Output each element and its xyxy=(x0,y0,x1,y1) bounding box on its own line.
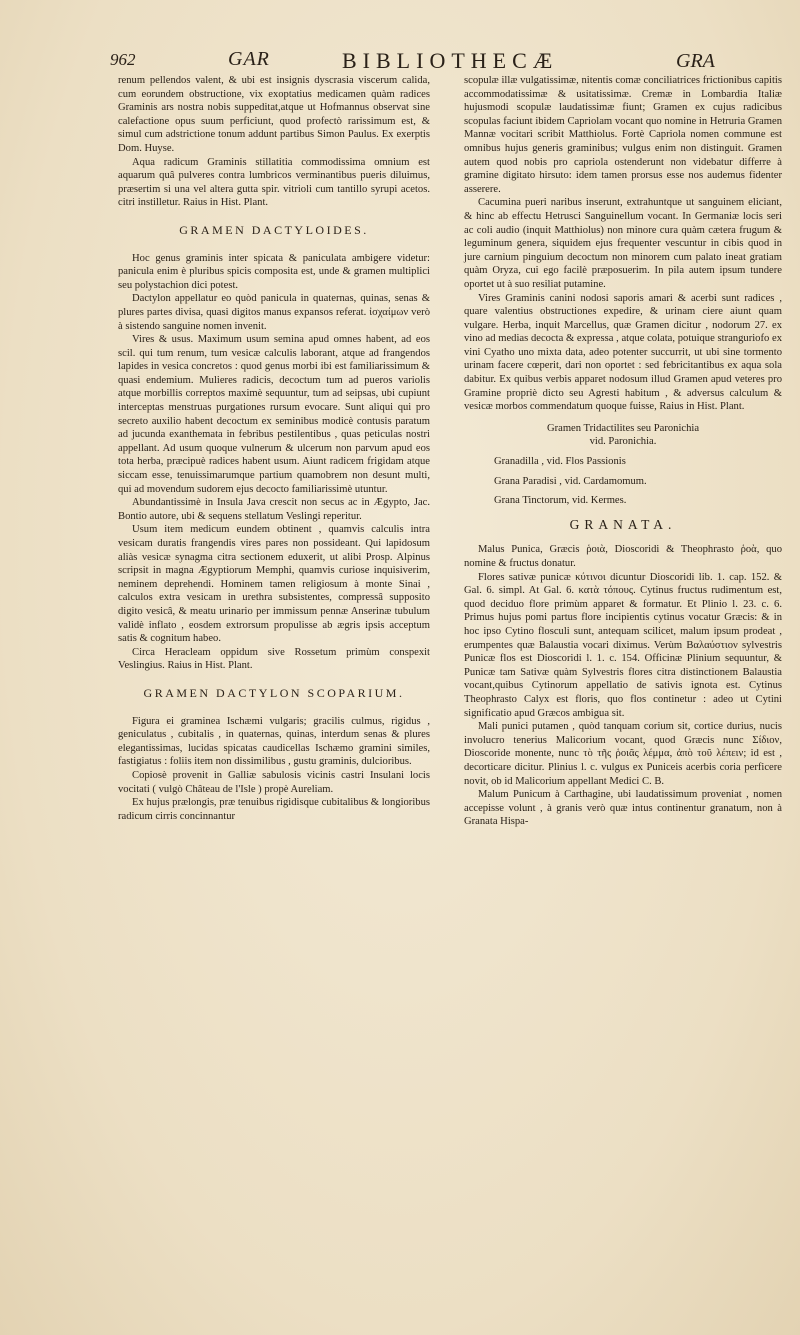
running-title: BIBLIOTHECÆ xyxy=(342,48,559,73)
section-heading: GRAMEN DACTYLOIDES. xyxy=(179,222,369,237)
paragraph: scopulæ illæ vulgatissimæ, nitentis comæ conciliatrices frictionibus capitis accommodatissimæ & usitatissimæ. Cremæ in Lombardia Italiæ hujusmodi scopulæ laudatissimæ fiunt; Gramen ex cujus radicibus scopulas faciunt ibidem Capriolam vocant quo nomine in Hetruria Gramen Mannæ vocitari scribit Matthiolus. Fortè Capriola nomen commune est omnibus hujus generis graminibus; vulgus enim non distinguit. Gramen autem quod nobis pro capriola ostenderunt non videbatur differre à gramine digitato hirsuto: idem tamen prorsus esse nos audemus fidenter asserere. xyxy=(464,75,782,195)
paragraph: Vires & usus. Maximum usum semina apud omnes habent, ad eos scil. qui tum renum, tum vesicæ calculis laborant, atque ad frangendos lapides in vesica concretos : quod genus morbi ibi est familiarissimum & quasi endemium. Mulieres radicis, decoctum tum ad pueros variolis atque morbillis correptos maximè sequuntur, tum ad seipsas, ubi cupiunt interceptas menstruas purgationes rursum evocare. Sunt aliqui qui pro secreto auxilio habent decoctum ex seminibus modicè contusis paratum ad jucunda exanthemata in febribus pestilentibus , quas peticulas nostri appellant. Ad usum quoque vulnerum & ulcerum non parvum apud eos tota herba, præcipuè radices habent usum. Aiunt radicem frigidam atque siccam esse, tenuissimarumque partium quamobrem non desunt multi, qui ad movendum sudorem ejus decocto familiarissimè utuntur. xyxy=(118,334,430,495)
paragraph: Mali punici putamen , quòd tanquam corium sit, cortice durius, nucis involucro tenerius Malicorium vocant, quod Græcis nunc Σίδιον, Dioscoride monente, nunc τὸ τῆς ῥοιᾶς λέμμα, ἀπὸ τοῦ λέπειν; id est , decorticare dicitur. Plinius l. c. vulgus ex Puniceis acerbis coria perficere novit, ob id Malicorium appellant Medici C. B. xyxy=(464,721,782,787)
paragraph: Figura ei graminea Ischæmi vulgaris; gracilis culmus, rigidus , geniculatus , cubitalis , in quaternas, quinas, interdum senas & plures elegantissimas, lucidas spicatas caudicellas Ischæmo gramini similes, fastigiatus : foliis item non dissimilibus , gustu graminis, dulcioribus. xyxy=(118,715,430,768)
right-catchword: GRA xyxy=(676,50,715,72)
left-column xyxy=(118,74,430,823)
cross-reference-entry: Gramen Tridactilites seu Paronichia xyxy=(546,422,700,434)
section-heading: GRANATA. xyxy=(569,516,677,532)
section-heading: GRAMEN DACTYLON SCOPARIUM. xyxy=(143,685,405,700)
paragraph: Ex hujus prælongis, præ tenuibus rigidisque cubitalibus & longioribus radicum cirris concinnantur xyxy=(118,797,430,822)
cross-reference-entry: Granadilla , vid. Flos Passionis xyxy=(494,456,626,468)
paragraph: Circa Heracleam oppidum sive Rossetum primùm conspexit Veslingius. Raius in Hist. Plant. xyxy=(118,646,430,672)
paragraph: Hoc genus graminis inter spicata & paniculata ambigere videtur: panicula enim è pluribus spicis composita est, unde & gramen multiplici seu polystachion dici potest. xyxy=(118,252,430,291)
paragraph: Flores sativæ punicæ κύτινοι dicuntur Dioscoridi lib. 1. cap. 152. & Gal. 6. simpl. At Gal. 6. κατὰ τόπους. Cytinus fructus rudimentum est, quod deciduo flore primùm apparet & formatur. Et Plinio l. 23. c. 6. Primus hujus pomi partus flore incipientis cytinus vocatur Græcis: & in hoc ipso Cytino flosculi sunt, antequam scilicet, malum ipsum prodeat , erumpentes quæ Balaustia vocari diximus. Verùm Βαλαύστιον sylvestris Punicæ flos est Dioscoridi l. 1. c. 154. Officinæ Plinium sequuntur, & Punicæ tam Sativæ quàm Sylvestris flores citra distinctionem Balaustia vocant,quibus Cytinorum appellatio de sativis ignota est. Cytinus Theophrasto Calyx est floris, quo flos continetur : adeo ut Cytini significatio apud Græcos ambigua sit. xyxy=(464,571,782,719)
paragraph: Vires Graminis canini nodosi saporis amari & acerbi sunt radices , quare valentius obstructiones expedire, & urinam ciere aiunt quam vulgare. Herba, inquit Marcellus, quæ Gramen dicitur , nodorum 27. ex vino ad medias decocta & expressa , atque colata, potuique stranguriofo ex vini Cyatho uno mixta data, adeo potenter succurrit, ut ubi sine tormento urinam facere cœperit, dari non oportet : sed febricitantibus ex aqua sola dabitur. Ex quibus verbis apparet nodosum illud Gramen apud veteres pro Gramine propriè dicto seu Agresti habitum , & adversus calculum & vesicæ morbos commendatum quoque fuisse, Raius in Hist. Plant. xyxy=(464,292,782,413)
paragraph: Malus Punica, Græcis ῥοιὰ, Dioscoridi & Theophrasto ῥοὰ, quo nomine & fructus donatur. xyxy=(464,544,782,569)
page-number: 962 xyxy=(110,50,136,69)
paragraph: Aqua radicum Graminis stillatitia commodissima omnium est aquarum quâ pulveres contra lumbricos verminantibus pueris diluimus, præsertim si una vel altera gutta spir. vitrioli cum tantillo syrupi acetos. citri instilletur. Raius in Hist. Plant. xyxy=(118,156,430,209)
cross-reference-entry: vid. Paronichia. xyxy=(589,436,657,448)
cross-reference-entry: Grana Paradisi , vid. Cardamomum. xyxy=(494,475,647,487)
right-column xyxy=(464,74,782,829)
paragraph: Usum item medicum eundem obtinent , quamvis calculis intra vesicam duratis frangendis vires pares non possideant. Qui lapidosum aliàs vesicæ synagma citra sectionem eduxerit, ut alibi Prosp. Alpinus scripsit in magna Ægyptiorum Memphi, quamvis curiose inquisiverim, neminem deprehendi. Hominem tamen religiosum à monte Sinai , calculos extra vesicam in urethra subsistentes, compressâ supposito digito vesicâ, & meatu urinario per immissum pennæ Anserinæ tubulum validè inflato , eosdem extrorsum propulisse ab ægris ipsis acceptum satis & cognitum habeo. xyxy=(118,524,430,645)
paragraph: Abundantissimè in Insula Java crescit non secus ac in Ægypto, Jac. Bontio autore, ubi & sequens stellatum Veslingi reperitur. xyxy=(118,497,430,522)
cross-reference-entry: Grana Tinctorum, vid. Kermes. xyxy=(494,495,627,507)
left-catchword: GAR xyxy=(228,48,270,70)
paragraph: Dactylon appellatur eo quòd panicula in quaternas, quinas, senas & plures partes divisa, quasi digitos manus expansos referat. ἰσχαίμων verò à sistendo sanguine nomen invenit. xyxy=(118,293,430,332)
paragraph: Malum Punicum à Carthagine, ubi laudatissimum proveniat , nomen accepisse volunt , à granis verò quæ intus continentur granatum, non à Granata Hispa- xyxy=(464,789,782,828)
paragraph: renum pellendos valent, & ubi est insignis dyscrasia viscerum calida, cum eorundem obstructione, vix exoptatius medicamen quàm radices Graminis ars nostra nobis suppeditat,atque ut Hofmannus observat sine calefactione opus suum perficiunt, quod profectò rarissimum est, & simul cum adstrictione tonum addunt partibus Simon Paulus. Ex exerptis Dom. Huyse. xyxy=(118,75,430,154)
paragraph: Cacumina pueri naribus inserunt, extrahuntque ut sanguinem eliciant, & hinc ab effectu Hetrusci Sanguinellum vocant. In Germaniæ locis seri ac coli audio (inquit Matthiolus) non minore cura quàm cætera frugum & leguminum genera, siquidem ejus frequenter vescuntur in cibis quod in jure carnium pinguium decoctum non minorem cum palato ineat gratiam quàm Oryza, cui ego facilè præposuerim. In pila autem ipsum tundere oportet ut à suo resiliat putamine. xyxy=(464,197,782,290)
paragraph: Copiosè provenit in Galliæ sabulosis vicinis castri Insulani locis vocitati ( vulgò Château de l'Isle ) propè Aureliam. xyxy=(118,769,430,795)
